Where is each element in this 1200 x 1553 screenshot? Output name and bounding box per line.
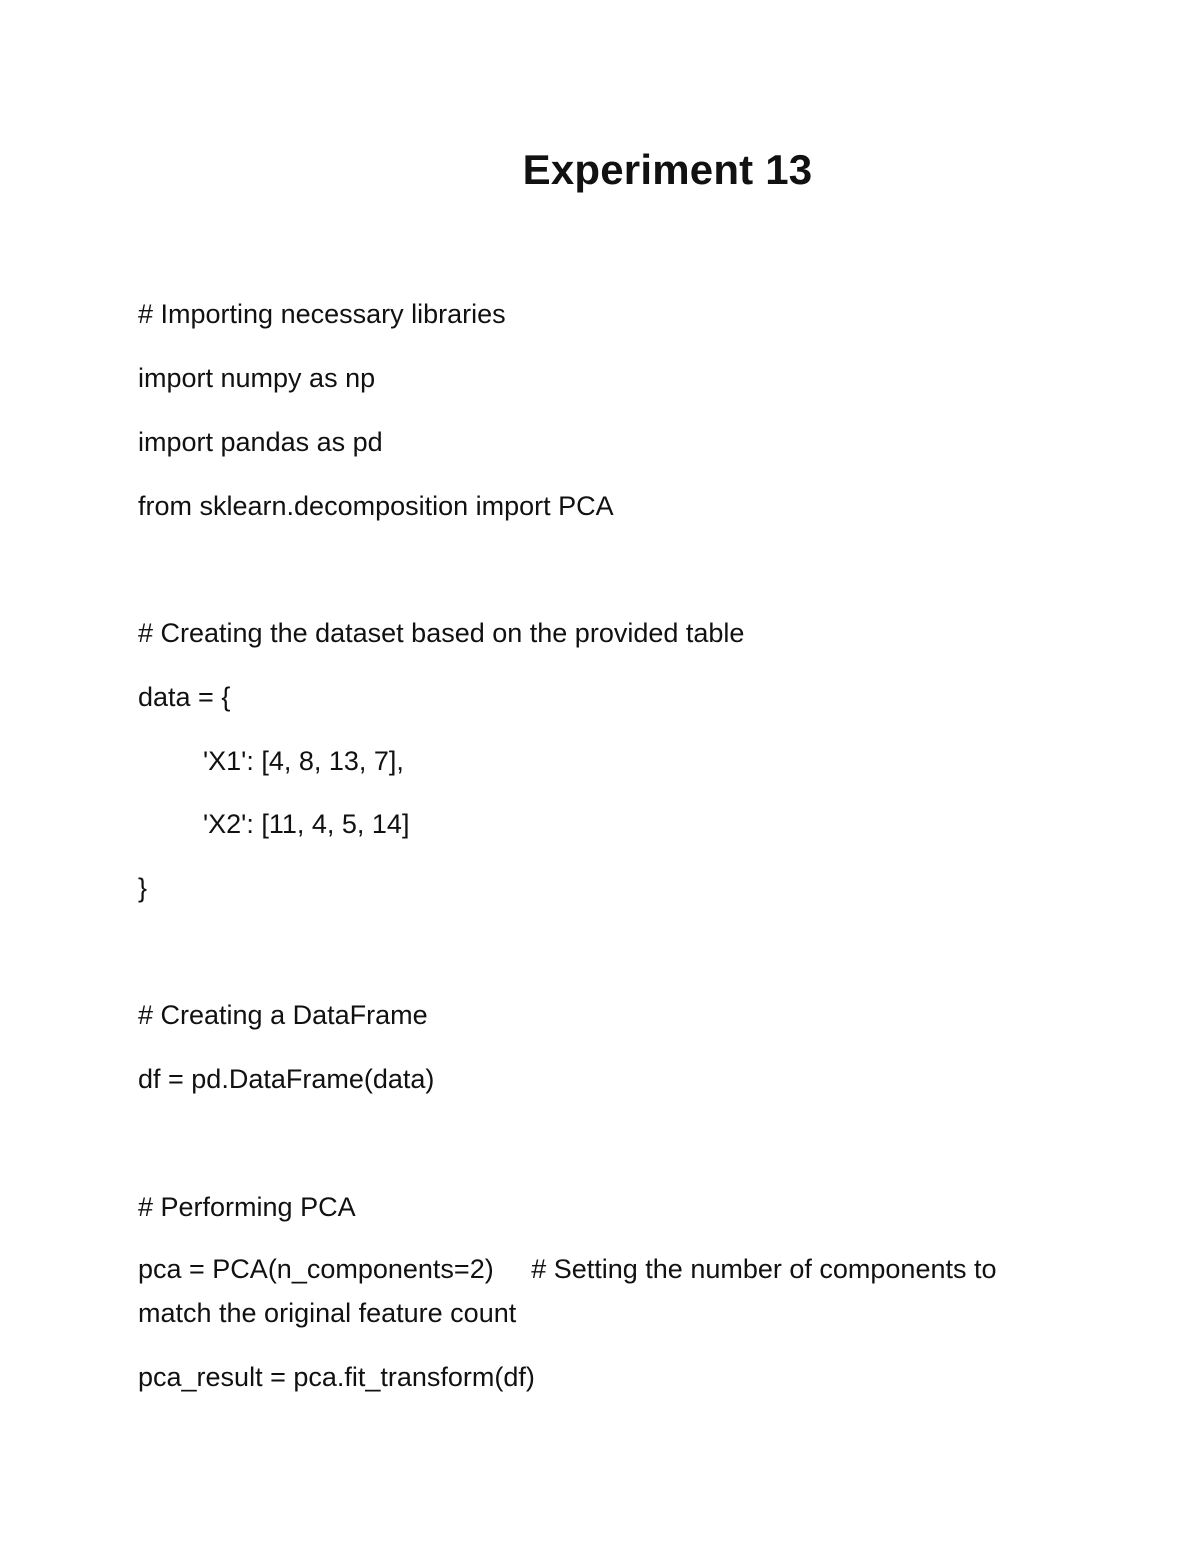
code-comment-pca: # Performing PCA xyxy=(138,1192,356,1222)
code-line-x1: 'X1': [4, 8, 13, 7], xyxy=(203,746,404,776)
code-line-import-pca: from sklearn.decomposition import PCA xyxy=(138,491,614,521)
code-line-import-numpy: import numpy as np xyxy=(138,363,376,393)
code-line-pca-init: pca = PCA(n_components=2) # Setting the number of components to match the original feature count xyxy=(138,1254,1005,1328)
code-comment-dataframe: # Creating a DataFrame xyxy=(138,1000,428,1030)
page-title: Experiment 13 xyxy=(522,146,813,193)
code-line-data-open: data = { xyxy=(138,682,231,712)
code-line-pca-result: pca_result = pca.fit_transform(df) xyxy=(138,1362,535,1392)
code-comment-imports: # Importing necessary libraries xyxy=(138,299,506,329)
code-line-import-pandas: import pandas as pd xyxy=(138,427,383,457)
code-line-data-close: } xyxy=(138,873,148,903)
code-line-dataframe: df = pd.DataFrame(data) xyxy=(138,1064,435,1094)
code-line-x2: 'X2': [11, 4, 5, 14] xyxy=(203,809,410,839)
code-comment-dataset: # Creating the dataset based on the provided table xyxy=(138,618,745,648)
